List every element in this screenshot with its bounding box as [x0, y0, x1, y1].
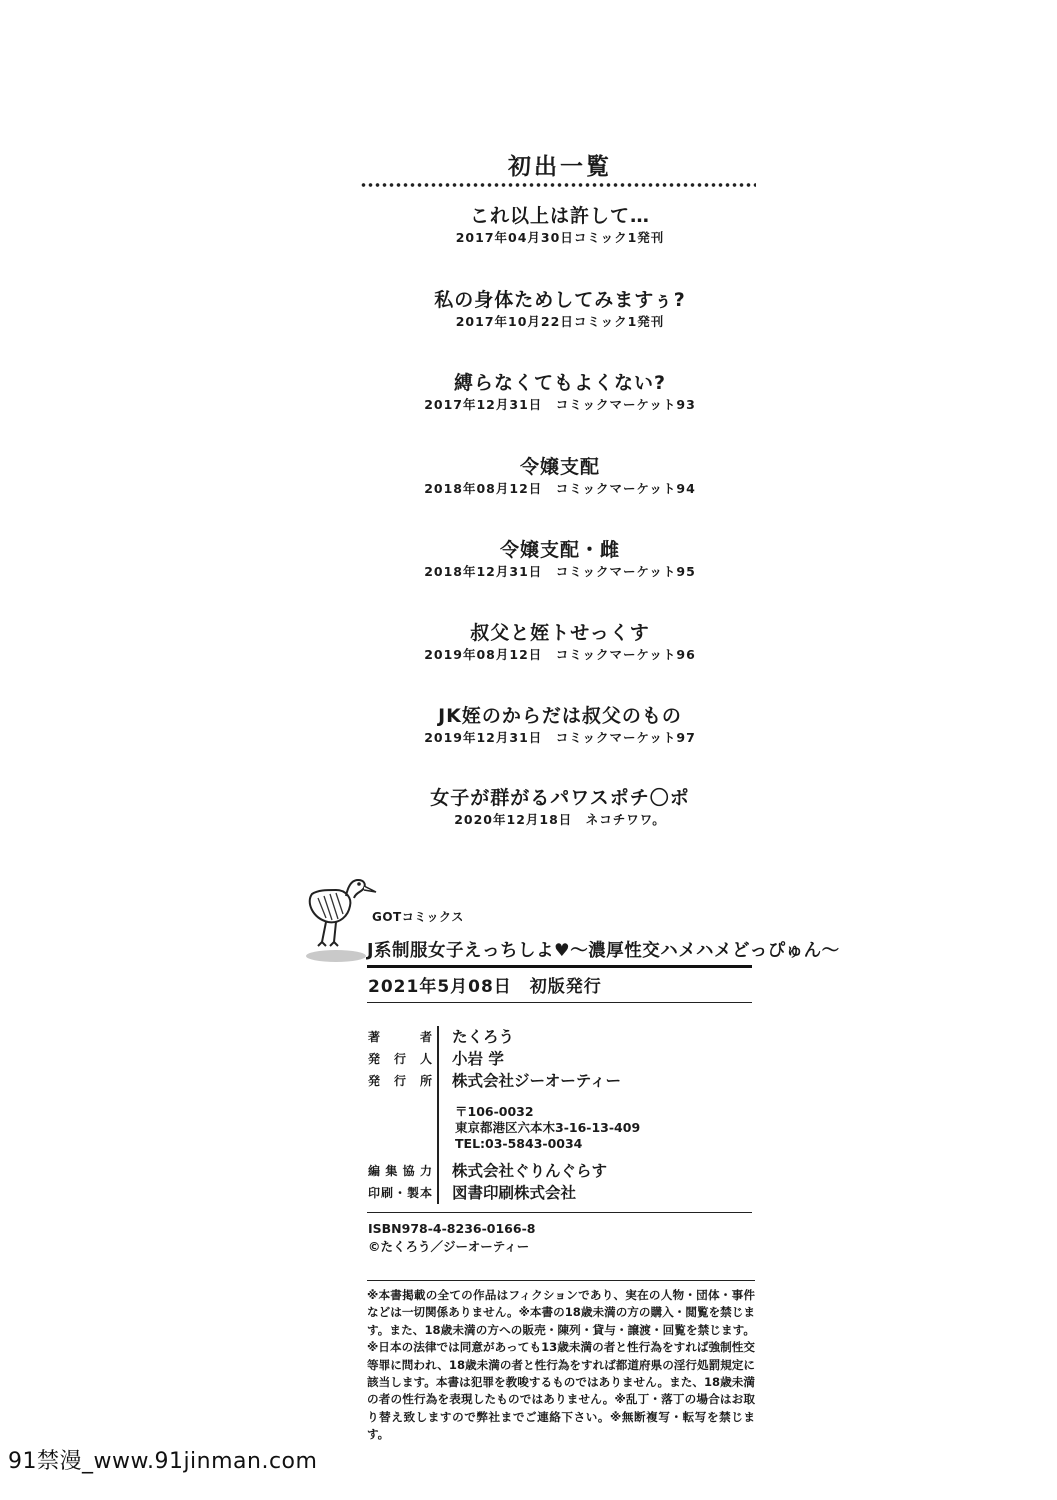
credit-role: 発行人 [368, 1052, 432, 1066]
publisher-address [455, 1104, 640, 1152]
entry-publication: 2018年08月12日 コミックマーケット94 [424, 481, 696, 496]
credit-row [368, 1182, 758, 1204]
publication-date: 2021年5月08日 初版発行 [368, 977, 602, 997]
entry-publication: 2017年12月31日 コミックマーケット93 [424, 397, 696, 412]
credit-role: 印刷・製本 [368, 1186, 432, 1200]
credit-role: 発行所 [368, 1074, 432, 1088]
entry-title: 私の身体ためしてみますぅ? [434, 289, 686, 311]
list-item [360, 537, 760, 581]
divider [367, 1002, 752, 1003]
credit-row [368, 1026, 758, 1048]
divider [367, 1212, 752, 1213]
entry-publication: 2017年10月22日コミック1発刊 [455, 314, 665, 329]
entry-publication: 2017年04月30日コミック1発刊 [455, 230, 665, 245]
street-address: 東京都港区六本木3-16-13-409 [455, 1120, 641, 1135]
copyright: ©たくろう／ジーオーティー [368, 1239, 530, 1254]
entry-title: 女子が群がるパワスポチ〇ポ [430, 787, 690, 809]
isbn-block [368, 1220, 535, 1256]
credit-role: 著 者 [368, 1030, 432, 1044]
first-appearance-heading: 初出一覧 [508, 154, 612, 180]
list-item [360, 370, 760, 414]
credit-value: 株式会社ぐりんぐらす [452, 1162, 608, 1180]
legal-notice: ※本書掲載の全ての作品はフィクションであり、実在の人物・団体・事件などは一切関係ありません。※本書の18歳未満の方の購入・閲覧を禁じます。また、18歳未満の方への販売・陳列・貸与・譲渡・回覧を禁じます。※日本の法律では同意があっても13歳未満の者と性行為をすれば強制性交等罪に問われ、18歳未満の者と性行為をすれば都道府県の淫行処罰規定に該当します。本書は犯罪を教唆するものではありません。また、18歳未満の者の性行為を表現したものではありません。※乱丁・落丁の場合はお取り替え致しますので弊社までご連絡下さい。※無断複写・転写を禁じます。 [367, 1280, 755, 1444]
credit-value: 小岩 学 [452, 1050, 504, 1068]
credits-divider [437, 1026, 439, 1204]
entry-title: 令嬢支配・雌 [499, 539, 620, 561]
entry-title: 叔父と姪トせっくす [470, 622, 650, 644]
credit-row [368, 1160, 758, 1182]
credit-row [368, 1048, 758, 1070]
book-title: J系制服女子えっちしよ♥〜濃厚性交ハメハメどっぴゅん〜 [367, 937, 752, 968]
imprint-label: GOTコミックス [372, 910, 464, 924]
list-item [360, 287, 760, 331]
entry-publication: 2020年12月18日 ネコチワワ。 [454, 812, 666, 827]
credit-value: 株式会社ジーオーティー [452, 1072, 621, 1090]
entry-title: 令嬢支配 [519, 456, 600, 478]
credit-value: たくろう [452, 1028, 515, 1046]
list-item [360, 454, 760, 498]
entry-publication: 2019年12月31日 コミックマーケット97 [424, 730, 696, 745]
site-watermark: 91禁漫_www.91jinman.com [2, 1448, 323, 1476]
entry-title: JK姪のからだは叔父のもの [438, 705, 682, 727]
list-item [360, 785, 760, 829]
postal-code: 〒106-0032 [455, 1104, 534, 1119]
credit-value: 図書印刷株式会社 [452, 1184, 577, 1202]
telephone: TEL:03-5843-0034 [455, 1136, 583, 1151]
dotted-divider [360, 182, 756, 188]
entry-publication: 2019年08月12日 コミックマーケット96 [424, 647, 696, 662]
list-item [360, 203, 760, 247]
credit-role: 編集協力 [368, 1164, 432, 1178]
list-item [360, 620, 760, 664]
entry-title: これ以上は許して… [469, 205, 650, 227]
isbn: ISBN978-4-8236-0166-8 [368, 1221, 536, 1236]
credit-row [368, 1070, 758, 1092]
list-item [360, 703, 760, 747]
entry-title: 縛らなくてもよくない? [453, 372, 667, 394]
entry-publication: 2018年12月31日 コミックマーケット95 [424, 564, 696, 579]
